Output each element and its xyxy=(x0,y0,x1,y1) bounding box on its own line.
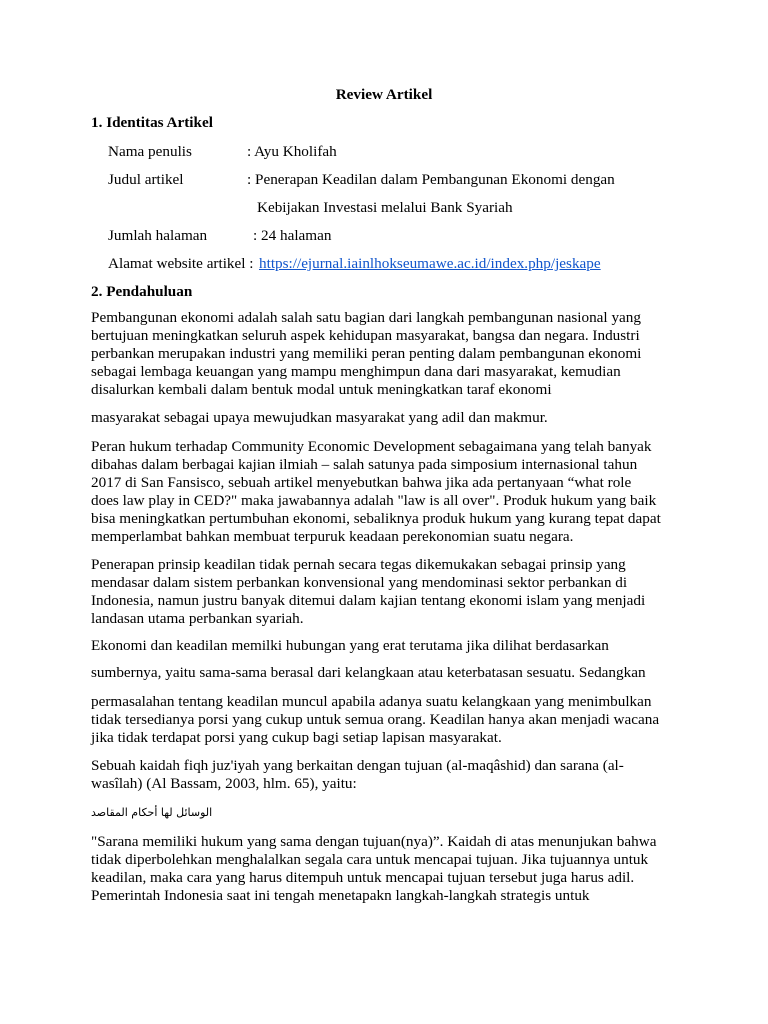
judul-value-line1: : Penerapan Keadilan dalam Pembangunan Ekonomi dengan xyxy=(247,171,615,188)
paragraph-line: bertujuan meningkatkan seluruh aspek kehidupan masyarakat, bangsa dan negara. Industri xyxy=(91,327,640,344)
paragraph-line: bisa meningkatkan pertumbuhan ekonomi, sebaliknya produk hukum yang kurang tepat dapat xyxy=(91,510,661,527)
paragraph-9 xyxy=(91,833,681,905)
judul-label: Judul artikel xyxy=(108,171,184,188)
paragraph-3 xyxy=(91,438,681,546)
paragraph-8 xyxy=(91,757,681,793)
paragraph-4 xyxy=(91,556,681,628)
paragraph-line: wasîlah) (Al Bassam, 2003, hlm. 65), yaitu: xyxy=(91,775,357,792)
website-label: Alamat website artikel : xyxy=(108,255,254,272)
paragraph-line: Penerapan prinsip keadilan tidak pernah secara tegas dikemukakan sebagai prinsip yang xyxy=(91,556,626,573)
paragraph-6 xyxy=(91,664,681,682)
paragraph-line: masyarakat sebagai upaya mewujudkan masyarakat yang adil dan makmur. xyxy=(91,409,548,426)
paragraph-5 xyxy=(91,637,681,655)
paragraph-line: memperlambat bahkan membuat terpuruk keadaan perekonomian suatu negara. xyxy=(91,528,574,545)
paragraph-line: tidak diperbolehkan menghalalkan segala cara untuk mencapai tujuan. Jika tujuannya untuk xyxy=(91,851,649,868)
paragraph-line: sebagai lembaga keuangan yang mampu menghimpun dana dari masyarakat, kemudian xyxy=(91,363,621,380)
paragraph-2 xyxy=(91,409,681,427)
paragraph-line: Sebuah kaidah fiqh juz'iyah yang berkaitan dengan tujuan (al-maqâshid) dan sarana (al- xyxy=(91,757,624,774)
paragraph-7 xyxy=(91,693,681,747)
website-link[interactable]: https://ejurnal.iainlhokseumawe.ac.id/index.php/jeskape xyxy=(259,255,601,272)
paragraph-line: Pemerintah Indonesia saat ini tengah menetapakn langkah-langkah strategis untuk xyxy=(91,887,590,904)
section-heading-pendahuluan: 2. Pendahuluan xyxy=(91,283,193,300)
paragraph-line: keadilan, maka cara yang harus ditempuh untuk mencapai tujuan tersebut juga harus adil. xyxy=(91,869,635,886)
paragraph-line: Pembangunan ekonomi adalah salah satu bagian dari langkah pembangunan nasional yang xyxy=(91,309,641,326)
paragraph-line: 2017 di San Fansisco, sebuah artikel menyebutkan bahwa jika ada pertanyaan “what role xyxy=(91,474,632,491)
paragraph-1 xyxy=(91,309,681,399)
paragraph-line: mendasar dalam sistem perbankan konvensional yang mendominasi sektor perbankan di xyxy=(91,574,628,591)
paragraph-line: tidak tersedianya porsi yang cukup untuk semua orang. Keadilan hanya akan menjadi wacana xyxy=(91,711,660,728)
paragraph-line: dibahas dalam berbagai kajian ilmiah – salah satunya pada simposium internasional tahun xyxy=(91,456,638,473)
paragraph-line: Peran hukum terhadap Community Economic Development sebagaimana yang telah banyak xyxy=(91,438,652,455)
penulis-label: Nama penulis xyxy=(108,143,192,160)
section-heading-identitas: 1. Identitas Artikel xyxy=(91,114,213,131)
paragraph-line: jika tidak terdapat porsi yang cukup bagi setiap lapisan masyarakat. xyxy=(91,729,502,746)
judul-value-line2: Kebijakan Investasi melalui Bank Syariah xyxy=(257,199,513,216)
paragraph-line: Indonesia, namun justru banyak ditemui dalam kajian tentang ekonomi islam yang menjadi xyxy=(91,592,646,609)
penulis-value: : Ayu Kholifah xyxy=(247,143,337,160)
arabic-quote: الوسائل لها أحكام المقاصد xyxy=(91,806,213,819)
paragraph-line: landasan utama perbankan syariah. xyxy=(91,610,304,627)
paragraph-line: disalurkan kembali dalam bentuk modal untuk meningkatkan taraf ekonomi xyxy=(91,381,552,398)
halaman-value: : 24 halaman xyxy=(253,227,332,244)
paragraph-line: "Sarana memiliki hukum yang sama dengan tujuan(nya)”. Kaidah di atas menunjukan bahwa xyxy=(91,833,657,850)
paragraph-line: sumbernya, yaitu sama-sama berasal dari kelangkaan atau keterbatasan sesuatu. Sedangkan xyxy=(91,664,646,681)
paragraph-line: Ekonomi dan keadilan memilki hubungan yang erat terutama jika dilihat berdasarkan xyxy=(91,637,609,654)
document-title: Review Artikel xyxy=(335,86,433,103)
halaman-label: Jumlah halaman xyxy=(108,227,208,244)
paragraph-line: permasalahan tentang keadilan muncul apabila adanya suatu kelangkaan yang menimbulkan xyxy=(91,693,652,710)
paragraph-line: perbankan merupakan industri yang memiliki peran penting dalam pembangunan ekonomi xyxy=(91,345,642,362)
paragraph-line: does law play in CED?" maka jawabannya adalah "law is all over". Produk hukum yang baik xyxy=(91,492,657,509)
